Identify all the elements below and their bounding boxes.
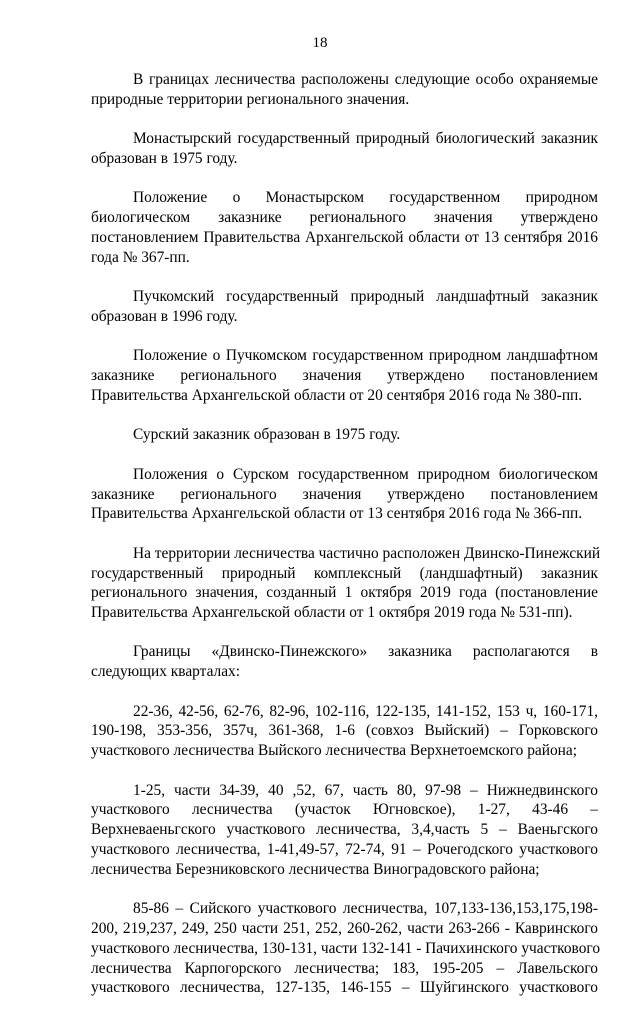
- text-line: Положение о Пучкомском государственном природном ландшафтном: [133, 347, 598, 365]
- text-line: Пучкомский государственный природный ландшафтный заказник: [133, 288, 598, 306]
- paragraph-intro: [91, 70, 598, 110]
- text-line: 1-25, части 34-39, 40 ,52, 67, часть 80, 97-98 – Нижнедвинского: [133, 781, 598, 799]
- paragraph-sursky-regulation: [91, 465, 598, 524]
- text-line: заказнике регионального значения утверждено постановлением: [91, 485, 598, 503]
- text-line: лесничества Березниковского лесничества Виноградовского района;: [91, 860, 540, 878]
- text-line: 190-198, 353-356, 357ч, 361-368, 1-6 (совхоз Выйский) – Горковского: [91, 722, 598, 740]
- text-line: участкового лесничества, 130-131, части 132-141 - Пачихинского участкового: [91, 939, 601, 957]
- paragraph-quarters-siysky: [91, 899, 601, 998]
- paragraph-puchkomsky-regulation: [91, 346, 598, 405]
- text-line: 200, 219,237, 249, 250 части 251, 252, 260-262, части 263-266 - Кавринского: [91, 920, 598, 938]
- text-line: лесничества Карпогорского лесничества; 183, 195-205 – Лавельского: [91, 959, 598, 977]
- text-line: года № 367-пп.: [91, 248, 190, 266]
- paragraph-sursky: [91, 425, 598, 445]
- text-line: регионального значения, созданный 1 октября 2019 года (постановление: [91, 584, 598, 602]
- text-line: Верхневаеньгского участкового лесничества, 3,4,часть 5 – Ваеньгского: [91, 821, 598, 839]
- text-line: Сурский заказник образован в 1975 году.: [133, 426, 401, 444]
- paragraph-monastyrsky-regulation: [91, 188, 598, 267]
- text-line: Положения о Сурском государственном природном биологическом: [133, 465, 598, 483]
- text-line: постановлением Правительства Архангельской области от 13 сентября 2016: [91, 228, 598, 246]
- paragraph-monastyrsky: [91, 129, 598, 169]
- text-line: участкового лесничества Выйского лесничества Верхнетоемского района;: [91, 742, 578, 760]
- text-line: участкового лесничества (участок Югновское), 1-27, 43-46 –: [91, 801, 598, 819]
- text-line: природные территории регионального значения.: [91, 90, 410, 108]
- paragraph-quarters-gorkovsky: [91, 702, 598, 761]
- document-body: [91, 70, 601, 1018]
- text-line: заказнике регионального значения утверждено постановлением: [91, 367, 598, 385]
- text-line: биологическом заказнике регионального значения утверждено: [91, 209, 598, 227]
- text-line: Правительства Архангельской области от 13 сентября 2016 года № 366-пп.: [91, 505, 583, 523]
- text-line: 22-36, 42-56, 62-76, 82-96, 102-116, 122-135, 141-152, 153 ч, 160-171,: [133, 702, 598, 720]
- text-line: Границы «Двинско-Пинежского» заказника располагаются в: [133, 643, 598, 661]
- text-line: Положение о Монастырском государственном природном: [133, 189, 598, 207]
- text-line: В границах лесничества расположены следующие особо охраняемые: [133, 71, 598, 88]
- text-line: образован в 1975 году.: [91, 149, 238, 167]
- page-number: 18: [312, 35, 328, 51]
- text-line: На территории лесничества частично расположен Двинско-Пинежский: [133, 544, 601, 562]
- text-line: государственный природный комплексный (ландшафтный) заказник: [91, 564, 598, 582]
- paragraph-dvinsko-pinezhsky: [91, 544, 601, 623]
- paragraph-boundaries: [91, 642, 598, 682]
- text-line: 85-86 – Сийского участкового лесничества, 107,133-136,153,175,198-: [133, 900, 598, 918]
- text-line: следующих кварталах:: [91, 663, 241, 681]
- text-line: Правительства Архангельской области от 20 сентября 2016 года № 380-пп.: [91, 386, 583, 404]
- text-line: Правительства Архангельской области от 1 октября 2019 года № 531-пп).: [91, 604, 573, 622]
- text-line: Монастырский государственный природный биологический заказник: [133, 130, 598, 148]
- text-line: участкового лесничества, 1-41,49-57, 72-74, 91 – Рочегодского участкового: [91, 841, 598, 859]
- text-line: образован в 1996 году.: [91, 307, 238, 325]
- paragraph-puchkomsky: [91, 287, 598, 327]
- paragraph-quarters-nizhnedvinsky: [91, 781, 598, 880]
- text-line: участкового лесничества, 127-135, 146-155 – Шуйгинского участкового: [91, 979, 598, 997]
